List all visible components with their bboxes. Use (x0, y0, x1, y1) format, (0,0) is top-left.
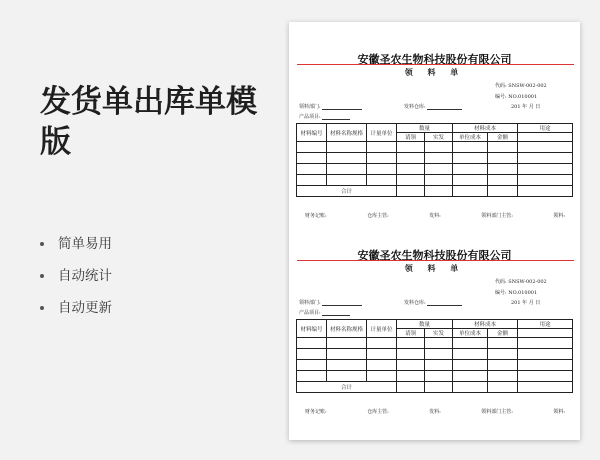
total-label: 合计 (297, 186, 397, 197)
table-cell[interactable] (327, 175, 367, 186)
table-cell[interactable] (397, 371, 425, 382)
total-row (297, 382, 573, 393)
table-cell[interactable] (327, 349, 367, 360)
material-table (296, 319, 573, 393)
table-cell[interactable] (488, 338, 518, 349)
requisition-form (295, 22, 574, 218)
col-issued: 实发 (425, 329, 453, 338)
form-number: 编号: NO.010001 (495, 290, 538, 296)
project-label: 产品项目: (299, 310, 321, 316)
table-cell[interactable] (397, 349, 425, 360)
table-cell[interactable] (397, 338, 425, 349)
signature-receiver: 领料: (553, 213, 565, 219)
table-cell[interactable] (488, 175, 518, 186)
table-cell[interactable] (518, 382, 573, 393)
table-cell[interactable] (397, 164, 425, 175)
table-cell[interactable] (397, 382, 425, 393)
table-cell[interactable] (397, 360, 425, 371)
form-title: 领 料 单 (404, 263, 465, 273)
table-row (297, 338, 573, 349)
table-cell[interactable] (425, 153, 453, 164)
project-input[interactable] (322, 310, 350, 316)
table-cell[interactable] (327, 164, 367, 175)
signature-warehouse: 仓库主管: (367, 213, 389, 219)
col-unit: 计量单位 (367, 320, 397, 338)
table-cell[interactable] (327, 338, 367, 349)
table-row (297, 164, 573, 175)
table-cell[interactable] (425, 186, 453, 197)
bullet-icon (40, 306, 44, 310)
table-cell[interactable] (297, 175, 327, 186)
document-preview (289, 22, 580, 440)
col-material-no: 材料编号 (297, 124, 327, 142)
col-requested: 请领 (397, 329, 425, 338)
table-cell[interactable] (297, 338, 327, 349)
form-date: 201 年 月 日 (511, 300, 541, 306)
table-row (297, 349, 573, 360)
feature-label: 自动更新 (58, 300, 112, 316)
table-cell[interactable] (518, 338, 573, 349)
signature-issuer: 发料: (429, 213, 441, 219)
warehouse-field (404, 103, 462, 110)
col-issued: 实发 (425, 133, 453, 142)
table-cell[interactable] (518, 142, 573, 153)
table-cell[interactable] (397, 153, 425, 164)
table-cell[interactable] (425, 382, 453, 393)
col-material-name: 材料名称规格 (327, 124, 367, 142)
col-material-no: 材料编号 (297, 320, 327, 338)
table-cell[interactable] (453, 175, 488, 186)
col-cost: 材料成本 (453, 124, 518, 133)
table-cell[interactable] (518, 186, 573, 197)
table-cell[interactable] (453, 349, 488, 360)
form-title: 领 料 单 (404, 67, 465, 77)
table-row (297, 371, 573, 382)
table-cell[interactable] (297, 164, 327, 175)
warehouse-input[interactable] (427, 104, 462, 110)
col-unit-cost: 单位成本 (453, 329, 488, 338)
table-cell[interactable] (425, 371, 453, 382)
table-cell[interactable] (327, 371, 367, 382)
company-name: 安徽圣农生物科技股份有限公司 (357, 249, 512, 262)
table-cell[interactable] (425, 175, 453, 186)
table-cell[interactable] (488, 164, 518, 175)
dept-input[interactable] (322, 104, 362, 110)
table-cell[interactable] (327, 142, 367, 153)
bullet-icon (40, 242, 44, 246)
feature-list (40, 234, 112, 330)
project-field (299, 309, 350, 316)
warehouse-label: 发料仓库: (404, 104, 426, 110)
table-cell[interactable] (518, 349, 573, 360)
col-amount: 金额 (488, 329, 518, 338)
table-row (297, 175, 573, 186)
feature-label: 自动统计 (58, 268, 112, 284)
form-number: 编号: NO.010001 (495, 94, 538, 100)
table-cell[interactable] (425, 164, 453, 175)
table-cell[interactable] (297, 360, 327, 371)
col-usage: 用途 (518, 124, 573, 133)
table-row (297, 360, 573, 371)
requisition-form (295, 218, 574, 414)
table-cell[interactable] (367, 338, 397, 349)
table-cell[interactable] (367, 371, 397, 382)
table-cell[interactable] (297, 371, 327, 382)
table-cell[interactable] (297, 153, 327, 164)
col-quantity: 数量 (397, 124, 453, 133)
table-header-row (297, 124, 573, 133)
table-cell[interactable] (518, 360, 573, 371)
table-cell[interactable] (453, 186, 488, 197)
dept-input[interactable] (322, 300, 362, 306)
signature-receiver: 领料: (553, 409, 565, 415)
dept-field (299, 103, 362, 110)
table-cell[interactable] (453, 360, 488, 371)
table-cell[interactable] (488, 371, 518, 382)
table-cell[interactable] (518, 153, 573, 164)
form-code: 代码: SNSW-002-002 (495, 83, 547, 89)
table-cell[interactable] (327, 153, 367, 164)
dept-field (299, 299, 362, 306)
dept-label: 领料部门: (299, 104, 321, 110)
warehouse-field (404, 299, 462, 306)
table-cell[interactable] (488, 186, 518, 197)
project-field (299, 113, 350, 120)
table-cell[interactable] (453, 142, 488, 153)
table-cell[interactable] (425, 338, 453, 349)
table-cell[interactable] (397, 175, 425, 186)
signature-issuer: 发料: (429, 409, 441, 415)
warehouse-input[interactable] (427, 300, 462, 306)
signature-warehouse: 仓库主管: (367, 409, 389, 415)
signature-dept-head: 领料部门主管: (481, 409, 513, 415)
table-cell (518, 133, 573, 142)
table-row (297, 153, 573, 164)
table-cell[interactable] (397, 186, 425, 197)
table-cell[interactable] (518, 371, 573, 382)
table-cell[interactable] (453, 338, 488, 349)
table-cell[interactable] (453, 382, 488, 393)
col-quantity: 数量 (397, 320, 453, 329)
company-name: 安徽圣农生物科技股份有限公司 (357, 53, 512, 66)
project-input[interactable] (322, 114, 350, 120)
bullet-icon (40, 274, 44, 278)
dept-label: 领料部门: (299, 300, 321, 306)
col-unit: 计量单位 (367, 124, 397, 142)
table-cell[interactable] (425, 349, 453, 360)
warehouse-label: 发料仓库: (404, 300, 426, 306)
table-cell[interactable] (488, 142, 518, 153)
feature-item (40, 298, 112, 330)
table-cell[interactable] (425, 360, 453, 371)
table-cell[interactable] (367, 142, 397, 153)
signature-finance: 财务记账: (305, 213, 327, 219)
table-cell[interactable] (397, 142, 425, 153)
feature-item (40, 266, 112, 298)
table-cell[interactable] (297, 349, 327, 360)
feature-item (40, 234, 112, 266)
col-material-name: 材料名称规格 (327, 320, 367, 338)
table-cell[interactable] (488, 360, 518, 371)
col-usage: 用途 (518, 320, 573, 329)
col-unit-cost: 单位成本 (453, 133, 488, 142)
table-cell[interactable] (453, 371, 488, 382)
col-cost: 材料成本 (453, 320, 518, 329)
page-title: 发货单出库单模版 (40, 84, 257, 160)
col-requested: 请领 (397, 133, 425, 142)
table-cell[interactable] (367, 175, 397, 186)
material-table (296, 123, 573, 197)
header-divider (297, 64, 574, 65)
table-cell[interactable] (453, 153, 488, 164)
table-cell[interactable] (367, 153, 397, 164)
signature-row (305, 408, 565, 415)
table-cell[interactable] (488, 382, 518, 393)
table-cell[interactable] (518, 164, 573, 175)
table-header-row (297, 320, 573, 329)
feature-label: 简单易用 (58, 236, 112, 252)
table-cell[interactable] (297, 142, 327, 153)
table-cell[interactable] (367, 164, 397, 175)
table-cell[interactable] (518, 175, 573, 186)
col-amount: 金额 (488, 133, 518, 142)
form-date: 201 年 月 日 (511, 104, 541, 110)
table-cell[interactable] (488, 153, 518, 164)
form-code: 代码: SNSW-002-002 (495, 279, 547, 285)
total-label: 合计 (297, 382, 397, 393)
table-cell[interactable] (367, 349, 397, 360)
total-row (297, 186, 573, 197)
table-cell[interactable] (367, 360, 397, 371)
signature-finance: 财务记账: (305, 409, 327, 415)
table-cell (518, 329, 573, 338)
signature-dept-head: 领料部门主管: (481, 213, 513, 219)
table-cell[interactable] (327, 360, 367, 371)
table-cell[interactable] (488, 349, 518, 360)
table-cell[interactable] (453, 164, 488, 175)
header-divider (297, 260, 574, 261)
table-row (297, 142, 573, 153)
table-cell[interactable] (425, 142, 453, 153)
project-label: 产品项目: (299, 114, 321, 120)
